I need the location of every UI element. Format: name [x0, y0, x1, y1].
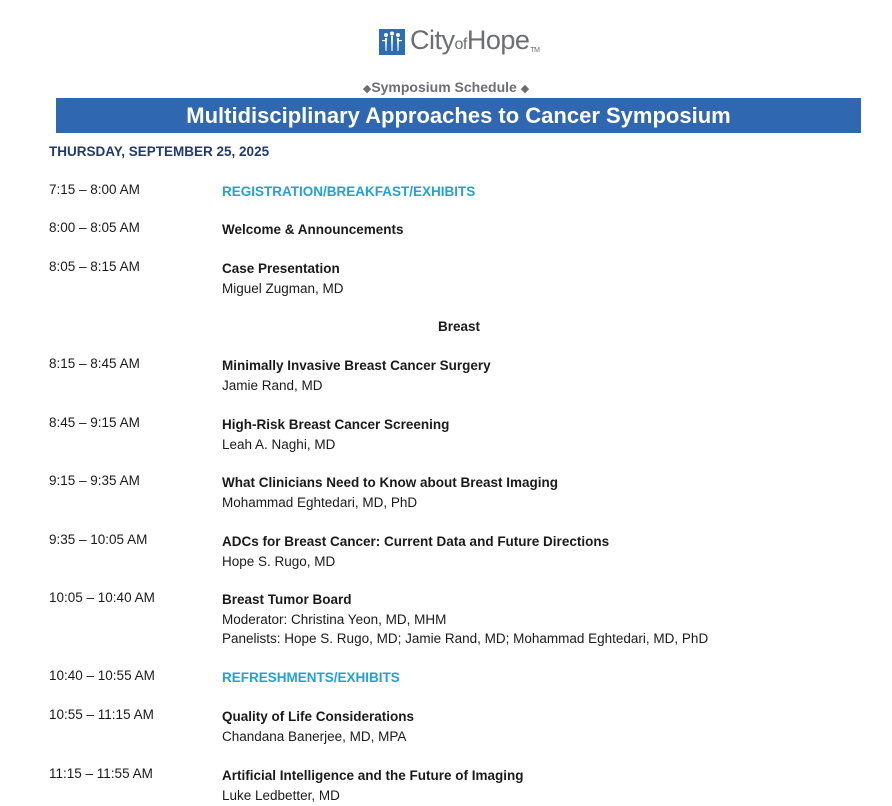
diamond-icon: ◆	[362, 83, 372, 95]
session-time: 10:05 – 10:40 AM	[49, 590, 155, 605]
session-title: ADCs for Breast Cancer: Current Data and Future Directions	[222, 534, 610, 549]
session-time: 8:15 – 8:45 AM	[49, 356, 140, 371]
session-time: 11:15 – 11:55 AM	[49, 766, 153, 781]
session-content	[222, 532, 609, 571]
session-speaker: Leah A. Naghi, MD	[222, 436, 336, 452]
session-content	[222, 668, 400, 688]
session-speaker: Mohammad Eghtedari, MD, PhD	[222, 494, 418, 510]
session-title: Case Presentation	[222, 261, 340, 276]
session-content	[222, 356, 491, 395]
session-content	[222, 259, 344, 298]
session-time: 7:15 – 8:00 AM	[49, 182, 140, 197]
session-content	[222, 182, 475, 202]
session-time: 10:55 – 11:15 AM	[49, 707, 154, 722]
schedule-date: THURSDAY, SEPTEMBER 25, 2025	[49, 144, 270, 159]
session-speaker: Chandana Banerjee, MD, MPA	[222, 728, 407, 744]
session-speaker: Jamie Rand, MD	[222, 377, 323, 393]
session-title: Artificial Intelligence and the Future of Imaging	[222, 768, 524, 783]
session-content	[222, 707, 414, 746]
session-title: REFRESHMENTS/EXHIBITS	[222, 670, 400, 685]
session-panelists: Panelists: Hope S. Rugo, MD; Jamie Rand, MD; Mohammad Eghtedari, MD, PhD	[222, 631, 709, 646]
session-title: What Clinicians Need to Know about Breast Imaging	[222, 475, 559, 490]
session-time: 10:40 – 10:55 AM	[49, 668, 155, 683]
session-moderator: Moderator: Christina Yeon, MD, MHM	[222, 611, 447, 627]
session-title: Breast Tumor Board	[222, 592, 352, 607]
logo-wordmark: CityofHopeTM	[410, 24, 540, 55]
symposium-title-banner: Multidisciplinary Approaches to Cancer Symposium	[56, 98, 861, 133]
session-time: 9:35 – 10:05 AM	[49, 532, 148, 547]
session-time: 9:15 – 9:35 AM	[49, 473, 140, 488]
session-title: Quality of Life Considerations	[222, 709, 415, 724]
session-content	[222, 473, 558, 512]
session-time: 8:45 – 9:15 AM	[49, 415, 140, 430]
session-time: 8:00 – 8:05 AM	[49, 220, 140, 235]
session-title: Minimally Invasive Breast Cancer Surgery	[222, 358, 491, 373]
session-content	[222, 220, 404, 240]
session-content	[222, 590, 708, 649]
city-of-hope-logo	[379, 26, 540, 58]
session-title: Welcome & Announcements	[222, 222, 404, 237]
session-time: 8:05 – 8:15 AM	[49, 259, 140, 274]
diamond-icon: ◆	[520, 83, 530, 95]
session-title: High-Risk Breast Cancer Screening	[222, 417, 450, 432]
session-content	[222, 415, 449, 454]
session-content	[222, 766, 524, 805]
session-speaker: Miguel Zugman, MD	[222, 280, 344, 296]
session-title: REGISTRATION/BREAKFAST/EXHIBITS	[222, 184, 476, 199]
people-logo-icon	[379, 29, 405, 55]
symposium-schedule-subtitle: ◆Symposium Schedule ◆	[362, 79, 530, 95]
session-speaker: Luke Ledbetter, MD	[222, 787, 340, 803]
section-heading-breast: Breast	[437, 319, 481, 334]
session-speaker: Hope S. Rugo, MD	[222, 553, 336, 569]
